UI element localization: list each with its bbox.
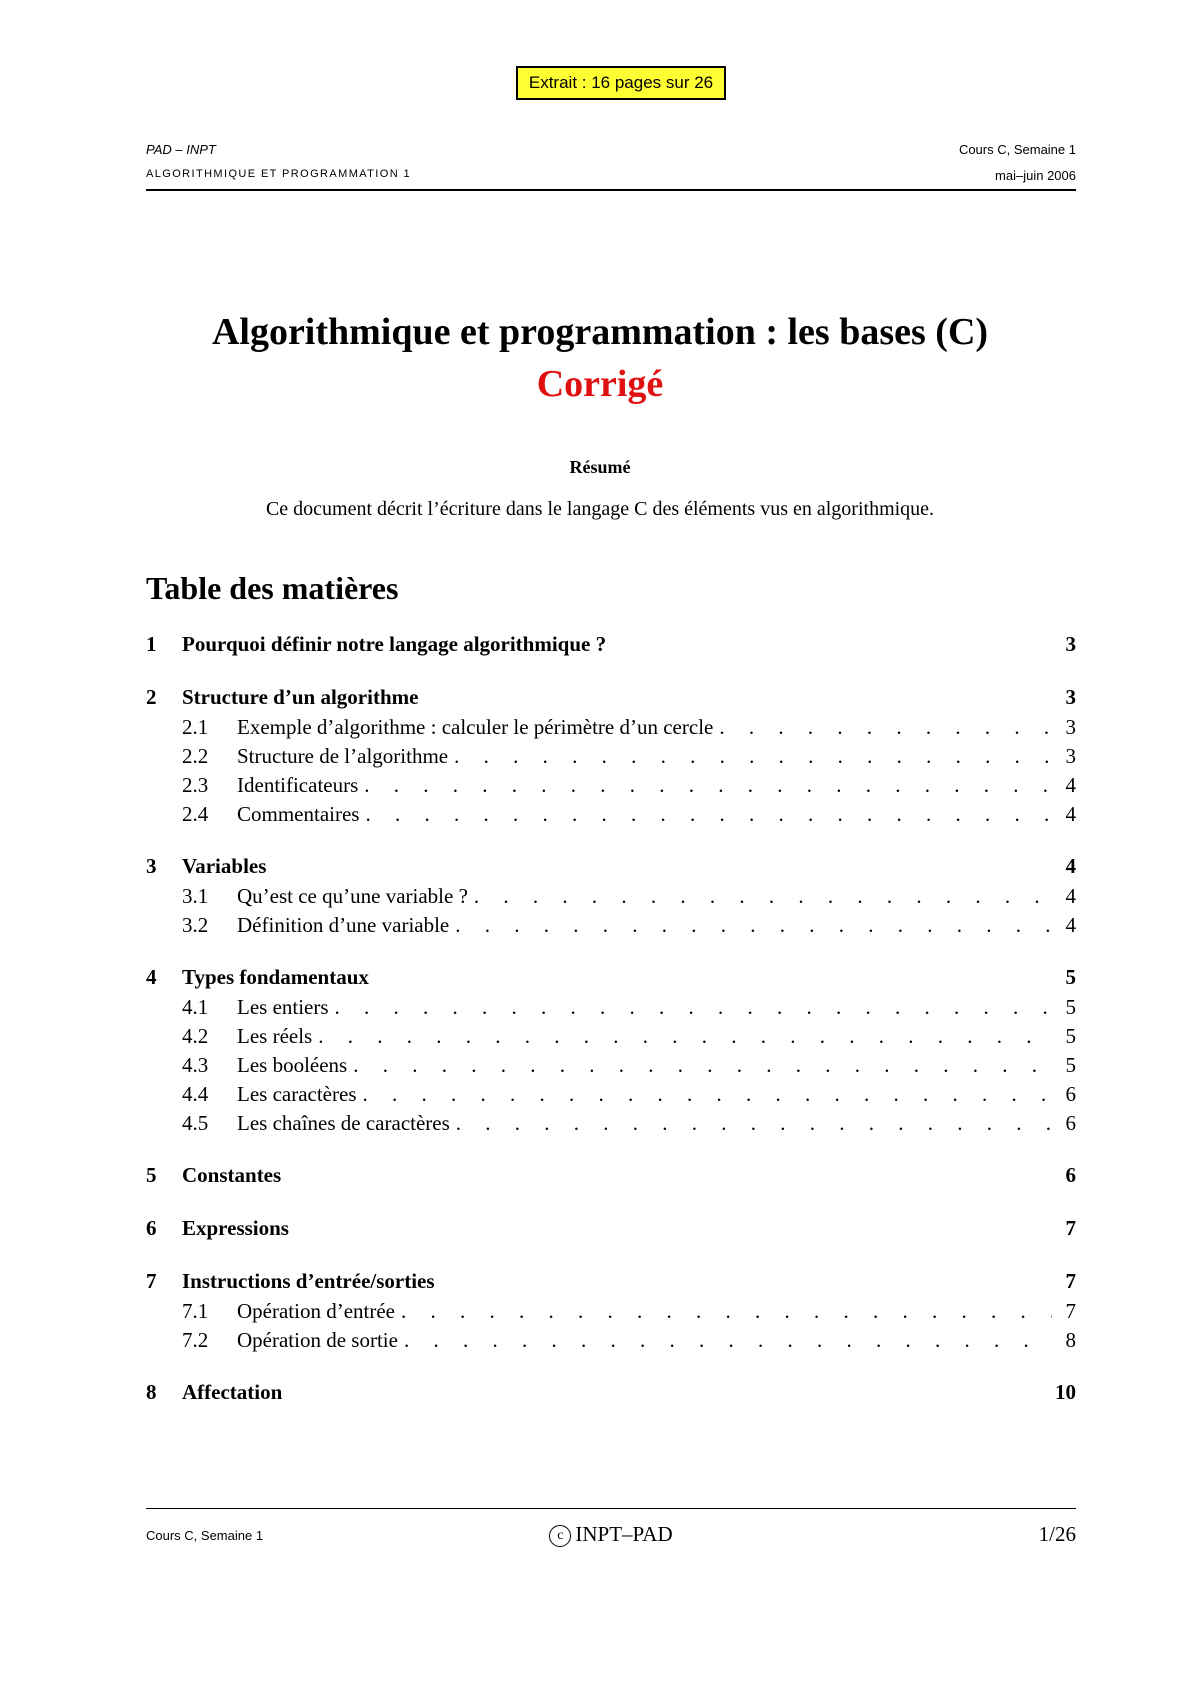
- toc-subsection-page: 6: [1065, 1082, 1076, 1106]
- document-subtitle: Corrigé: [536, 363, 664, 405]
- toc-subsection-number: 4.3: [182, 1053, 209, 1077]
- toc-section-number: 5: [146, 1163, 157, 1187]
- dot-leader: [474, 884, 1052, 909]
- toc-section-entry[interactable]: [146, 1380, 1076, 1410]
- toc-subsection-number: 2.3: [182, 773, 209, 797]
- toc-section-entry[interactable]: [146, 854, 1076, 884]
- copyright-icon: c: [549, 1525, 571, 1547]
- toc-section-number: 4: [146, 965, 157, 989]
- extract-banner-text: Extrait : 16 pages sur 26: [528, 73, 714, 92]
- toc-subsection-title: Commentaires: [237, 802, 360, 826]
- toc-section: [146, 685, 1076, 831]
- toc-section-page: 3: [1065, 685, 1076, 709]
- toc-subsection-title: Structure de l’algorithme: [237, 744, 449, 768]
- toc-section: [146, 1380, 1076, 1410]
- toc-section-title: Types fondamentaux: [182, 965, 369, 989]
- header-subject: ALGORITHMIQUE ET PROGRAMMATION 1: [146, 168, 412, 180]
- toc-section-page: 6: [1065, 1163, 1076, 1187]
- toc-subsection-title: Les chaînes de caractères: [237, 1111, 450, 1135]
- toc-subsection-page: 6: [1065, 1111, 1076, 1135]
- toc-section: [146, 1163, 1076, 1193]
- toc-subsection-title: Les réels: [237, 1024, 313, 1048]
- toc-subsection-entry[interactable]: [146, 1082, 1076, 1111]
- dot-leader: [318, 1024, 1052, 1049]
- toc-subsection-page: 3: [1065, 715, 1076, 739]
- toc-subsection-number: 4.1: [182, 995, 209, 1019]
- toc-subsection-number: 7.2: [182, 1328, 209, 1352]
- toc-section-title: Structure d’un algorithme: [182, 685, 419, 709]
- page-number: 1/26: [1038, 1522, 1076, 1546]
- toc-subsection-entry[interactable]: [146, 802, 1076, 831]
- toc-section-entry[interactable]: [146, 1269, 1076, 1299]
- toc-subsection-page: 4: [1065, 802, 1076, 826]
- dot-leader: [455, 913, 1052, 938]
- toc-section-entry[interactable]: [146, 1163, 1076, 1193]
- toc-section-page: 4: [1065, 854, 1076, 878]
- footer-copyright: [146, 1522, 1076, 1547]
- toc-section-entry[interactable]: [146, 685, 1076, 715]
- toc-subsection-title: Qu’est ce qu’une variable ?: [237, 884, 468, 908]
- toc-subsection-number: 4.2: [182, 1024, 209, 1048]
- toc-section-title: Instructions d’entrée/sorties: [182, 1269, 435, 1293]
- toc-section-page: 10: [1055, 1380, 1076, 1404]
- toc-subsection-page: 5: [1065, 1024, 1076, 1048]
- dot-leader: [365, 802, 1052, 827]
- toc-subsection-title: Opération de sortie: [237, 1328, 398, 1352]
- table-of-contents: [146, 632, 1076, 1433]
- toc-subsection-title: Les entiers: [237, 995, 329, 1019]
- toc-subsection-page: 4: [1065, 884, 1076, 908]
- header-date: mai–juin 2006: [995, 168, 1076, 183]
- footer-course: Cours C, Semaine 1: [146, 1528, 264, 1543]
- abstract-title: Résumé: [569, 457, 631, 477]
- page-footer: [146, 1522, 1076, 1552]
- extract-banner: [516, 66, 726, 100]
- toc-subsection-page: 3: [1065, 744, 1076, 768]
- toc-subsection-page: 5: [1065, 995, 1076, 1019]
- toc-subsection-number: 7.1: [182, 1299, 209, 1323]
- dot-leader: [364, 773, 1052, 798]
- toc-section: [146, 965, 1076, 1140]
- toc-section-number: 7: [146, 1269, 157, 1293]
- toc-section-number: 6: [146, 1216, 157, 1240]
- toc-section-entry[interactable]: [146, 965, 1076, 995]
- toc-subsection-entry[interactable]: [146, 1053, 1076, 1082]
- toc-subsection-number: 3.2: [182, 913, 209, 937]
- toc-subsection-entry[interactable]: [146, 884, 1076, 913]
- toc-subsection-title: Identificateurs: [237, 773, 359, 797]
- toc-subsection-entry[interactable]: [146, 913, 1076, 942]
- toc-subsection-title: Définition d’une variable: [237, 913, 450, 937]
- toc-section: [146, 1269, 1076, 1357]
- toc-subsection-number: 2.2: [182, 744, 209, 768]
- toc-subsection-entry[interactable]: [146, 1024, 1076, 1053]
- toc-subsection-entry[interactable]: [146, 715, 1076, 744]
- toc-subsection-page: 5: [1065, 1053, 1076, 1077]
- toc-subsection-number: 3.1: [182, 884, 209, 908]
- toc-subsection-number: 2.1: [182, 715, 209, 739]
- toc-subsection-title: Opération d’entrée: [237, 1299, 396, 1323]
- toc-subsection-page: 4: [1065, 913, 1076, 937]
- toc-subsection-page: 7: [1065, 1299, 1076, 1323]
- toc-subsection-entry[interactable]: [146, 1299, 1076, 1328]
- header-course: Cours C, Semaine 1: [958, 142, 1076, 157]
- toc-section-page: 7: [1065, 1216, 1076, 1240]
- toc-subsection-title: Les caractères: [237, 1082, 357, 1106]
- toc-section-number: 2: [146, 685, 157, 709]
- abstract-text: Ce document décrit l’écriture dans le langage C des éléments vus en algorithmique.: [265, 498, 935, 520]
- toc-section-title: Constantes: [182, 1163, 282, 1187]
- dot-leader: [719, 715, 1052, 740]
- footer-rule: [146, 1508, 1076, 1509]
- toc-section-number: 8: [146, 1380, 157, 1404]
- toc-section: [146, 1216, 1076, 1246]
- toc-section: [146, 854, 1076, 942]
- toc-section: [146, 632, 1076, 662]
- dot-leader: [401, 1299, 1052, 1324]
- dot-leader: [454, 744, 1052, 769]
- toc-subsection-entry[interactable]: [146, 995, 1076, 1024]
- document-title: Algorithmique et programmation : les bases (C): [211, 311, 989, 353]
- toc-section-title: Affectation: [182, 1380, 283, 1404]
- toc-section-entry[interactable]: [146, 632, 1076, 662]
- toc-heading: Table des matières: [146, 570, 399, 606]
- dot-leader: [363, 1082, 1053, 1107]
- toc-section-page: 7: [1065, 1269, 1076, 1293]
- toc-subsection-title: Les booléens: [237, 1053, 348, 1077]
- toc-subsection-page: 8: [1065, 1328, 1076, 1352]
- footer-org: INPT–PAD: [575, 1522, 673, 1546]
- toc-section-title: Expressions: [182, 1216, 289, 1240]
- toc-subsection-title: Exemple d’algorithme : calculer le périmètre d’un cercle: [237, 715, 714, 739]
- dot-leader: [335, 995, 1052, 1020]
- toc-section-entry[interactable]: [146, 1216, 1076, 1246]
- running-header-bottom: [146, 168, 1076, 183]
- toc-section-page: 3: [1065, 632, 1076, 656]
- toc-section-number: 1: [146, 632, 157, 656]
- toc-subsection-number: 4.4: [182, 1082, 209, 1106]
- toc-subsection-page: 4: [1065, 773, 1076, 797]
- toc-section-title: Variables: [182, 854, 267, 878]
- toc-section-title: Pourquoi définir notre langage algorithmique ?: [182, 632, 607, 656]
- toc-subsection-entry[interactable]: [146, 744, 1076, 773]
- header-rule: [146, 189, 1076, 191]
- dot-leader: [353, 1053, 1052, 1078]
- dot-leader: [404, 1328, 1052, 1353]
- toc-subsection-number: 4.5: [182, 1111, 209, 1135]
- toc-subsection-entry[interactable]: [146, 773, 1076, 802]
- header-institution: PAD – INPT: [146, 142, 216, 157]
- toc-section-number: 3: [146, 854, 157, 878]
- dot-leader: [456, 1111, 1052, 1136]
- toc-subsection-number: 2.4: [182, 802, 209, 826]
- toc-subsection-entry[interactable]: [146, 1328, 1076, 1357]
- toc-subsection-entry[interactable]: [146, 1111, 1076, 1140]
- toc-section-page: 5: [1065, 965, 1076, 989]
- running-header-top: [146, 142, 1076, 157]
